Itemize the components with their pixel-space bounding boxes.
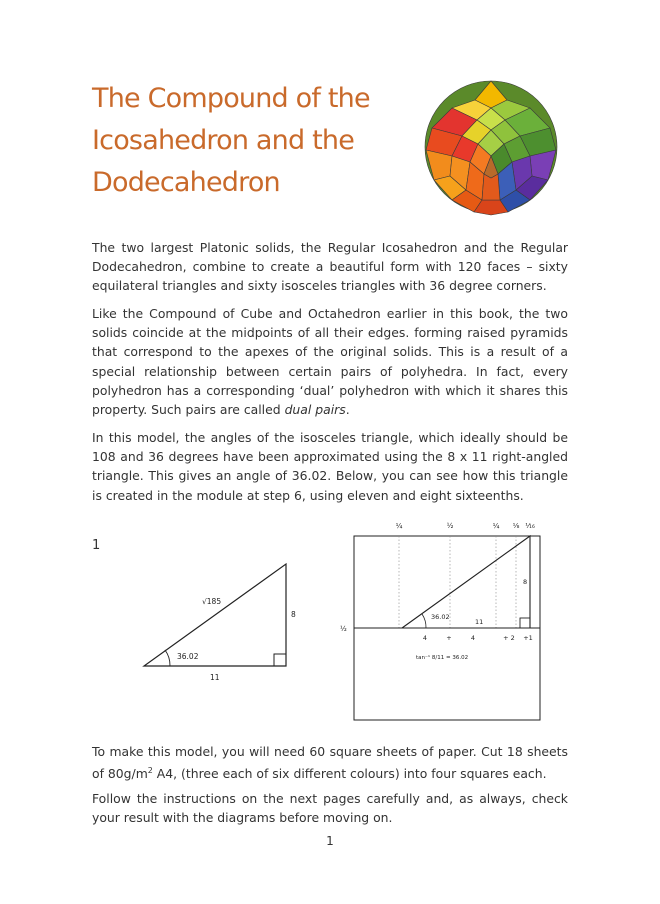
angle-label: 36.02 bbox=[177, 652, 199, 661]
paragraph-materials-end: A4, (three each of six different colours) into four squares each. bbox=[152, 766, 547, 782]
hypotenuse-label: √185 bbox=[202, 597, 222, 606]
fraction-label-1: ¼ bbox=[395, 522, 403, 530]
paragraph-triangle-approximation: In this model, the angles of the isosceles triangle, which ideally should be 108 and 36 degrees have been approximated using the 8 x 11 right-angled triangle. This gives an angle of 36.02. Below, you can see how this triangle is created in the module at step 6, using eleven and eight sixteenths. bbox=[92, 430, 568, 503]
title-line-3: Dodecahedron bbox=[92, 167, 280, 198]
angle-label-2: 36.02 bbox=[431, 613, 450, 621]
fraction-label-2: ½ bbox=[446, 522, 454, 530]
right-angle-marker bbox=[274, 654, 286, 666]
dual-pairs-term: dual pairs bbox=[284, 402, 346, 418]
page-number: 1 bbox=[326, 834, 334, 848]
vertical-side-label: 8 bbox=[291, 610, 296, 619]
superscript-2: 2 bbox=[147, 766, 153, 776]
paragraph-materials bbox=[92, 742, 568, 784]
formula-label: tan⁻¹ 8/11 = 36.02 bbox=[416, 655, 469, 661]
angle-arc bbox=[165, 650, 170, 666]
vertical-side-label-2: 8 bbox=[523, 578, 528, 586]
angle-arc-2 bbox=[422, 614, 426, 628]
base-label: 11 bbox=[210, 673, 220, 682]
title-line-1: The Compound of the bbox=[92, 83, 370, 114]
fraction-label-5: ¹⁄₁₆ bbox=[525, 522, 535, 530]
paragraph-instructions: Follow the instructions on the next pages carefully and, as always, check your result with the diagrams before moving on. bbox=[92, 791, 568, 826]
fraction-label-3: ¼ bbox=[492, 522, 500, 530]
base-label-2: 11 bbox=[475, 618, 484, 626]
folded-triangle bbox=[402, 536, 530, 628]
folding-square-diagram bbox=[336, 518, 556, 722]
compound-polyhedron-illustration bbox=[422, 78, 560, 216]
fraction-label-4: ⅛ bbox=[512, 522, 520, 530]
left-fraction-label: ½ bbox=[340, 625, 347, 633]
segment-label-2: + bbox=[446, 634, 452, 642]
page-title bbox=[92, 78, 412, 204]
segment-label-1: 4 bbox=[422, 634, 428, 642]
right-angle-marker-2 bbox=[520, 618, 530, 628]
paragraph-materials-text: To make this model, you will need 60 square sheets of paper. Cut 18 sheets of 80g/m bbox=[92, 744, 568, 782]
paragraph-dual-pairs bbox=[92, 304, 568, 419]
paragraph-dual-pairs-text: Like the Compound of Cube and Octahedron earlier in this book, the two solids coincide at the midpoints of all their edges. forming raised pyramids that correspond to the apexes of the original solids. This is a result of a special relationship between certain pairs of polyhedra. In fact, every polyhedron has a corresponding ‘dual’ polyhedron with which it shares this property. Such pairs are called bbox=[92, 306, 568, 418]
paragraph-dual-pairs-end: . bbox=[345, 402, 350, 418]
step-number: 1 bbox=[92, 538, 101, 553]
title-line-2: Icosahedron and the bbox=[92, 125, 355, 156]
right-triangle-diagram bbox=[140, 560, 300, 690]
paragraph-intro: The two largest Platonic solids, the Regular Icosahedron and the Regular Dodecahedron, combine to create a beautiful form with 120 faces – sixty equilateral triangles and sixty isosceles triangles with 36 degree corners. bbox=[92, 240, 568, 294]
segment-label-5: +1 bbox=[523, 634, 533, 642]
segment-label-3: 4 bbox=[470, 634, 476, 642]
segment-label-4: + 2 bbox=[503, 634, 515, 642]
